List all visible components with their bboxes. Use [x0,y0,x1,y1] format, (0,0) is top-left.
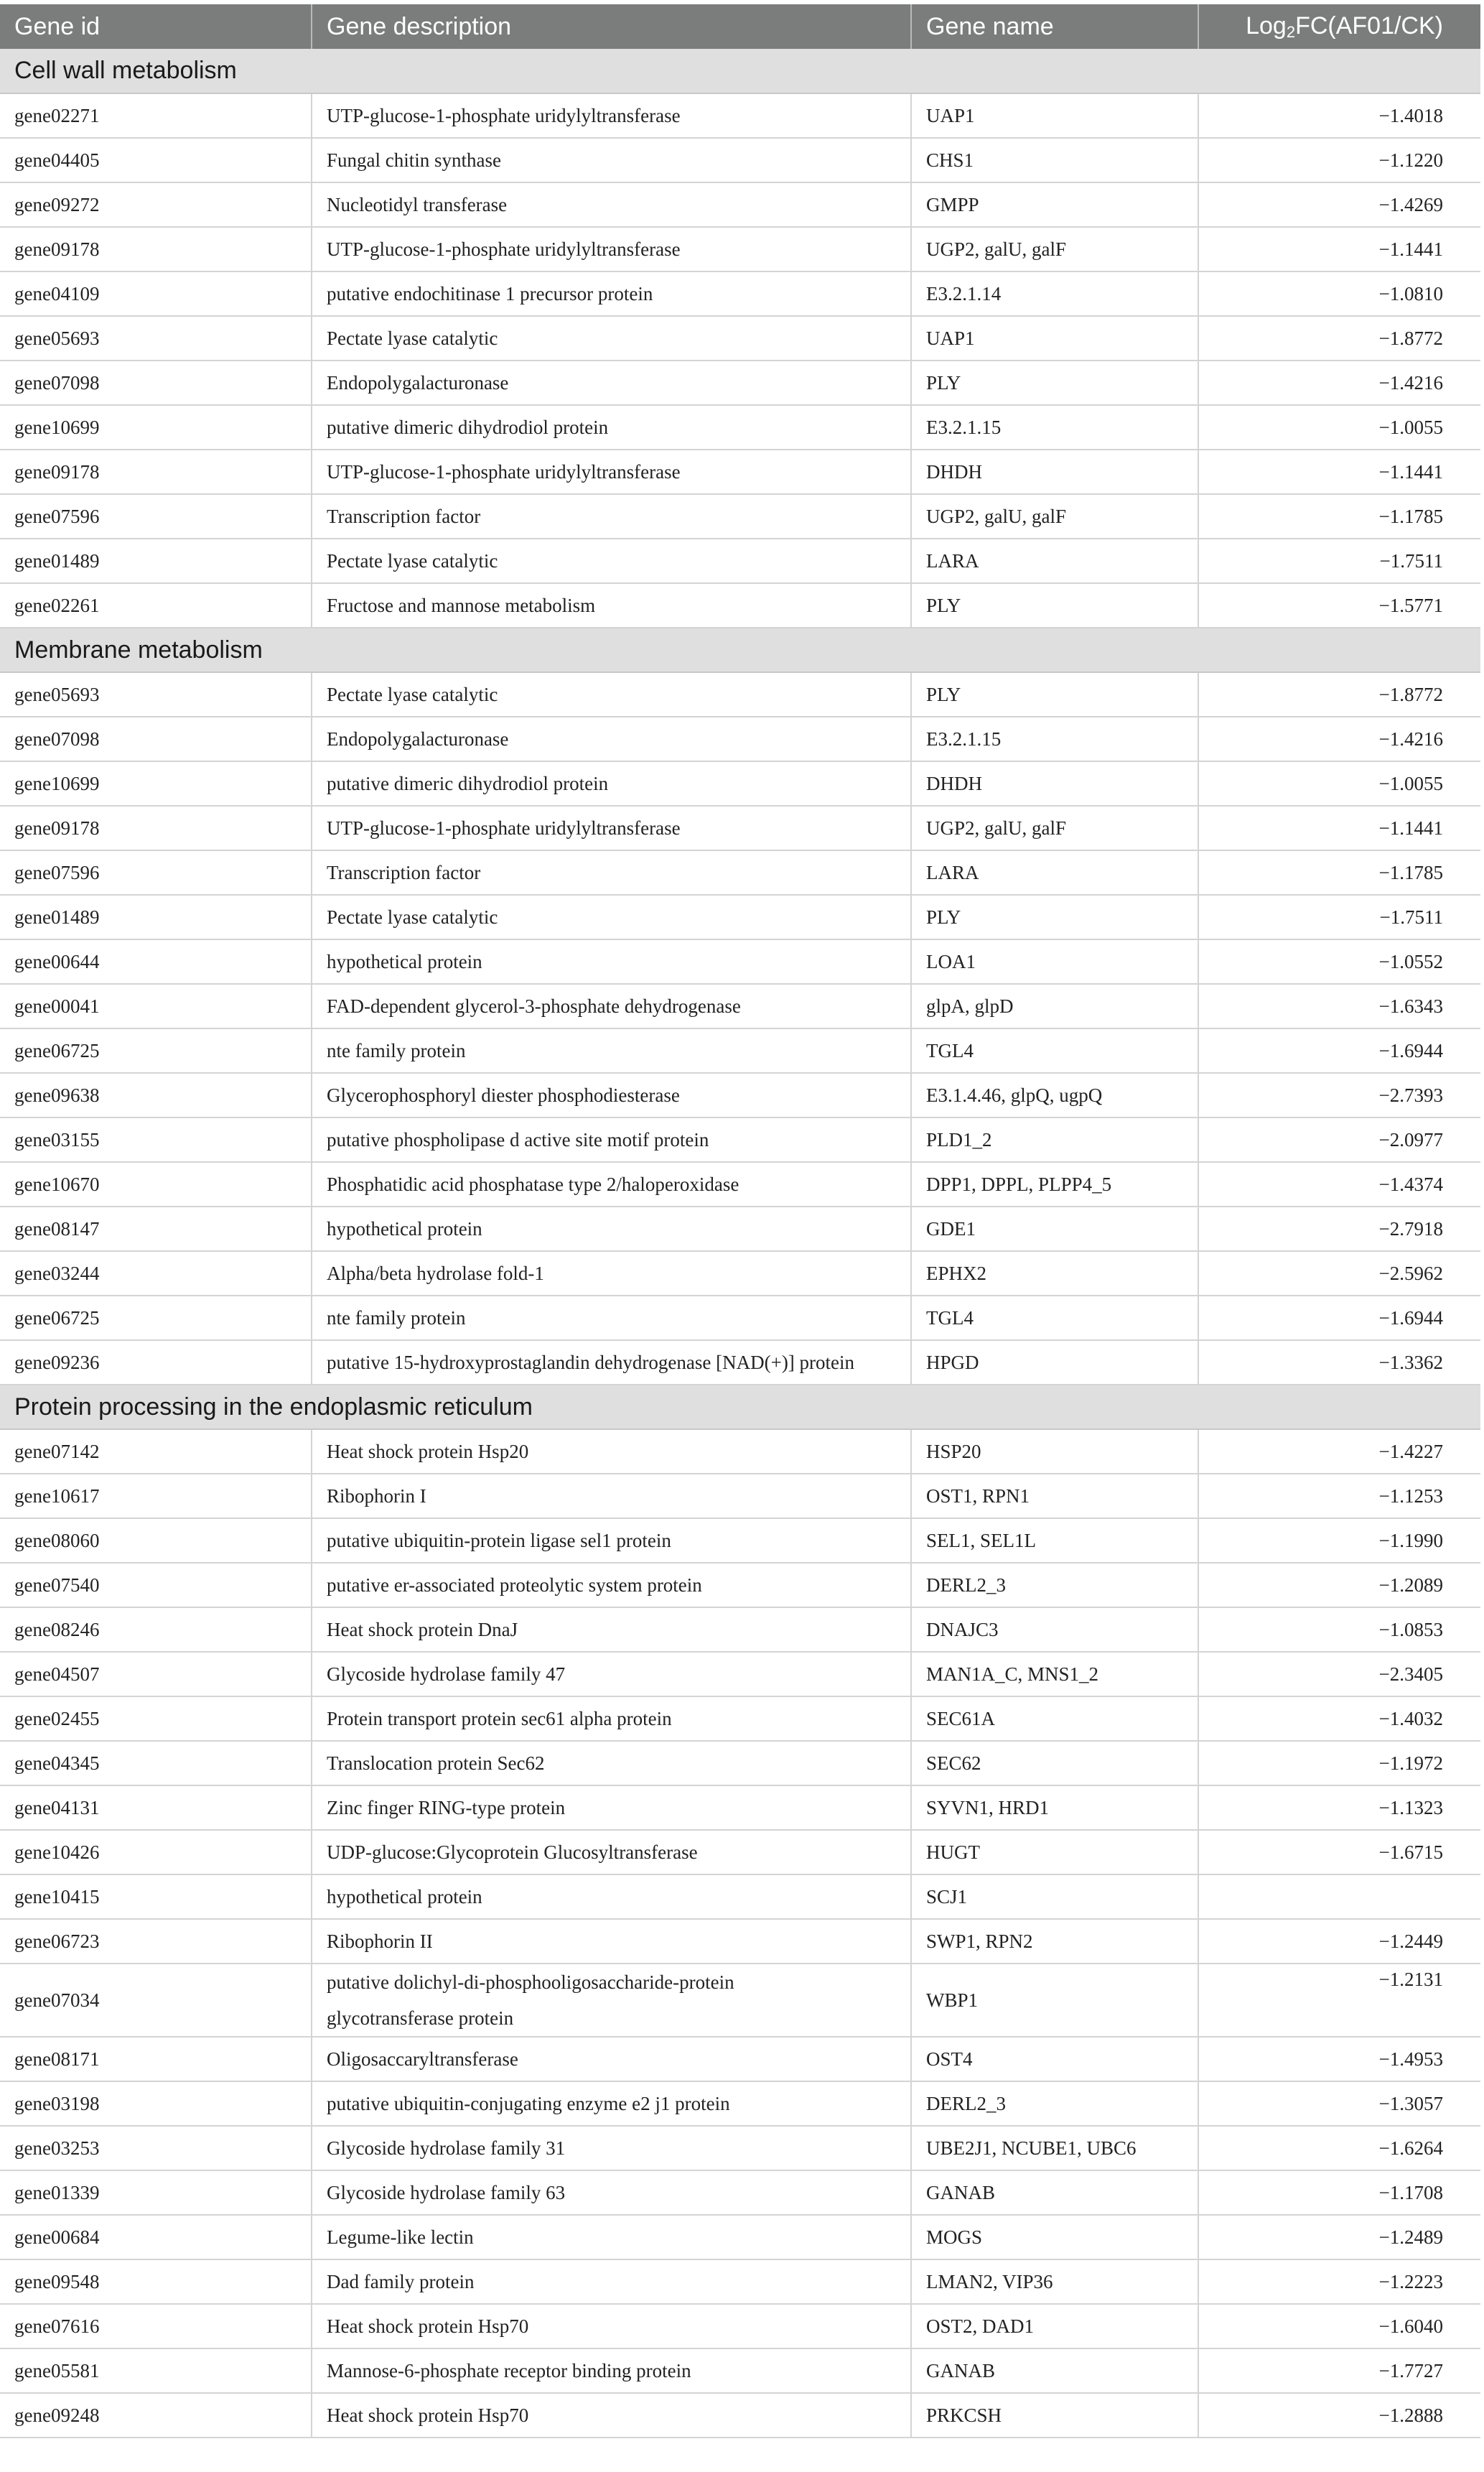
header-log2fc-prefix: Log [1246,11,1287,40]
log2fc-cell: −2.3405 [1198,1652,1480,1696]
gene-description-cell: UTP-glucose-1-phosphate uridylyltransferase [312,93,911,138]
gene-description-cell: Protein transport protein sec61 alpha protein [312,1696,911,1741]
gene-name-cell: EPHX2 [911,1251,1198,1296]
gene-description-cell: UTP-glucose-1-phosphate uridylyltransferase [312,806,911,850]
log2fc-cell: −1.6040 [1198,2304,1480,2348]
table-row [0,2348,1480,2393]
log2fc-cell: −1.4216 [1198,361,1480,405]
log2fc-cell: −1.1785 [1198,850,1480,895]
gene-name-cell: DNAJC3 [911,1607,1198,1652]
gene-name-cell: TGL4 [911,1028,1198,1073]
gene-id-cell: gene09236 [0,1340,312,1385]
gene-name-cell: SEC61A [911,1696,1198,1741]
gene-name-cell: LARA [911,850,1198,895]
gene-description-cell: hypothetical protein [312,1874,911,1919]
gene-name-cell: DERL2_3 [911,2081,1198,2126]
gene-name-cell: UGP2, galU, galF [911,806,1198,850]
gene-id-cell: gene03244 [0,1251,312,1296]
table-row [0,2037,1480,2081]
gene-name-cell: TGL4 [911,1296,1198,1340]
gene-description-cell: hypothetical protein [312,939,911,984]
gene-id-cell: gene05581 [0,2348,312,2393]
gene-description-cell: Transcription factor [312,850,911,895]
gene-id-cell: gene03155 [0,1117,312,1162]
gene-id-cell: gene10426 [0,1830,312,1874]
gene-description-cell: Pectate lyase catalytic [312,316,911,361]
log2fc-cell: −2.7393 [1198,1073,1480,1117]
gene-name-cell: OST4 [911,2037,1198,2081]
log2fc-cell: −1.1220 [1198,138,1480,182]
gene-description-cell: Legume-like lectin [312,2215,911,2259]
table-row [0,1741,1480,1785]
log2fc-cell: −2.0977 [1198,1117,1480,1162]
table-row [0,1028,1480,1073]
table-row [0,1652,1480,1696]
gene-description-line: glycotransferase protein [327,2007,514,2029]
gene-description-cell: Pectate lyase catalytic [312,539,911,583]
table-row [0,1340,1480,1385]
gene-id-cell: gene09272 [0,182,312,227]
table-row [0,361,1480,405]
gene-name-cell: DERL2_3 [911,1563,1198,1607]
gene-id-cell: gene09178 [0,806,312,850]
log2fc-cell: −1.0055 [1198,761,1480,806]
log2fc-cell: −1.2131 [1198,1964,1480,2037]
table-row [0,227,1480,271]
gene-description-cell: putative dimeric dihydrodiol protein [312,761,911,806]
log2fc-cell: −1.0810 [1198,271,1480,316]
table-row [0,1162,1480,1207]
gene-description-cell: Ribophorin I [312,1474,911,1518]
table-row [0,1874,1480,1919]
gene-name-cell: GANAB [911,2348,1198,2393]
gene-description-cell: Endopolygalacturonase [312,717,911,761]
gene-id-cell: gene05693 [0,316,312,361]
log2fc-cell: −1.3362 [1198,1340,1480,1385]
log2fc-cell: −1.3057 [1198,2081,1480,2126]
log2fc-cell: −1.7511 [1198,895,1480,939]
gene-description-cell: Pectate lyase catalytic [312,895,911,939]
gene-id-cell: gene02261 [0,583,312,628]
gene-id-cell: gene09178 [0,227,312,271]
gene-name-cell: PLY [911,583,1198,628]
gene-description-cell: Nucleotidyl transferase [312,182,911,227]
log2fc-cell: −1.6264 [1198,2126,1480,2170]
gene-name-cell: LARA [911,539,1198,583]
gene-id-cell: gene05693 [0,672,312,717]
gene-id-cell: gene10699 [0,761,312,806]
gene-id-cell: gene00041 [0,984,312,1028]
gene-name-cell: OST1, RPN1 [911,1474,1198,1518]
gene-description-cell: Glycoside hydrolase family 31 [312,2126,911,2170]
table-row [0,1429,1480,1474]
log2fc-cell: −1.2449 [1198,1919,1480,1964]
gene-id-cell: gene04109 [0,271,312,316]
log2fc-cell: −1.6944 [1198,1296,1480,1340]
gene-id-cell: gene01339 [0,2170,312,2215]
gene-id-cell: gene09248 [0,2393,312,2438]
log2fc-cell: −1.0055 [1198,405,1480,450]
gene-id-cell: gene06725 [0,1296,312,1340]
gene-name-cell: OST2, DAD1 [911,2304,1198,2348]
log2fc-cell: −1.4032 [1198,1696,1480,1741]
section-title: Cell wall metabolism [0,49,1480,93]
log2fc-cell: −1.7511 [1198,539,1480,583]
gene-description-cell [312,1964,911,2037]
gene-name-cell: E3.1.4.46, glpQ, ugpQ [911,1073,1198,1117]
gene-description-cell: Glycoside hydrolase family 63 [312,2170,911,2215]
gene-name-cell: MOGS [911,2215,1198,2259]
log2fc-cell: −1.4216 [1198,717,1480,761]
gene-id-cell: gene00644 [0,939,312,984]
gene-id-cell: gene06725 [0,1028,312,1073]
log2fc-cell: −1.0552 [1198,939,1480,984]
gene-id-cell: gene10699 [0,405,312,450]
log2fc-cell: −2.5962 [1198,1251,1480,1296]
gene-name-cell: GMPP [911,182,1198,227]
table-row [0,1607,1480,1652]
table-row [0,2304,1480,2348]
log2fc-cell: −1.1441 [1198,450,1480,494]
table-row [0,450,1480,494]
gene-name-cell: SEL1, SEL1L [911,1518,1198,1563]
gene-description-cell: Zinc finger RING-type protein [312,1785,911,1830]
gene-id-cell: gene08171 [0,2037,312,2081]
gene-description-cell: Phosphatidic acid phosphatase type 2/haloperoxidase [312,1162,911,1207]
gene-name-cell: HUGT [911,1830,1198,1874]
gene-description-cell: Fructose and mannose metabolism [312,583,911,628]
gene-name-cell: UGP2, galU, galF [911,494,1198,539]
gene-name-cell: GANAB [911,2170,1198,2215]
header-gene-name: Gene name [911,4,1198,49]
gene-id-cell: gene03253 [0,2126,312,2170]
log2fc-cell: −1.1323 [1198,1785,1480,1830]
gene-description-cell: Translocation protein Sec62 [312,1741,911,1785]
log2fc-cell: −1.4374 [1198,1162,1480,1207]
table-row [0,984,1480,1028]
gene-name-cell: MAN1A_C, MNS1_2 [911,1652,1198,1696]
table-row [0,2170,1480,2215]
gene-name-cell: PRKCSH [911,2393,1198,2438]
gene-name-cell: UBE2J1, NCUBE1, UBC6 [911,2126,1198,2170]
header-log2fc-suffix: FC(AF01/CK) [1295,11,1443,40]
log2fc-cell: −1.0853 [1198,1607,1480,1652]
gene-description-cell: Pectate lyase catalytic [312,672,911,717]
gene-id-cell: gene04507 [0,1652,312,1696]
gene-id-cell: gene07596 [0,850,312,895]
log2fc-cell: −1.1972 [1198,1741,1480,1785]
gene-description-cell: Alpha/beta hydrolase fold-1 [312,1251,911,1296]
table-row [0,93,1480,138]
gene-description-cell: nte family protein [312,1028,911,1073]
gene-id-cell: gene01489 [0,539,312,583]
gene-id-cell: gene04131 [0,1785,312,1830]
log2fc-cell [1198,1874,1480,1919]
gene-description-line: putative dolichyl-di-phosphooligosaccharide-protein [327,1971,734,1993]
table-row [0,895,1480,939]
table-row [0,717,1480,761]
table-row [0,806,1480,850]
gene-name-cell: HSP20 [911,1429,1198,1474]
gene-name-cell: HPGD [911,1340,1198,1385]
gene-id-cell: gene07098 [0,717,312,761]
table-row [0,850,1480,895]
gene-description-cell: UDP-glucose:Glycoprotein Glucosyltransferase [312,1830,911,1874]
gene-id-cell: gene07596 [0,494,312,539]
gene-id-cell: gene10415 [0,1874,312,1919]
gene-name-cell: SCJ1 [911,1874,1198,1919]
table-row [0,1207,1480,1251]
table-row [0,2081,1480,2126]
table-row [0,672,1480,717]
section-row [0,49,1480,93]
section-row [0,1385,1480,1429]
header-gene-description: Gene description [312,4,911,49]
gene-name-cell: PLY [911,361,1198,405]
gene-description-cell: Mannose-6-phosphate receptor binding protein [312,2348,911,2393]
table-row [0,138,1480,182]
table-row [0,583,1480,628]
gene-name-cell: PLY [911,895,1198,939]
table-row [0,316,1480,361]
table-row [0,2259,1480,2304]
gene-name-cell: CHS1 [911,138,1198,182]
header-log2fc [1198,4,1480,49]
gene-id-cell: gene02455 [0,1696,312,1741]
table-row [0,1563,1480,1607]
table-row [0,1964,1480,2037]
log2fc-cell: −1.2089 [1198,1563,1480,1607]
table-row [0,1919,1480,1964]
gene-name-cell: E3.2.1.14 [911,271,1198,316]
gene-id-cell: gene10670 [0,1162,312,1207]
log2fc-cell: −1.6944 [1198,1028,1480,1073]
gene-id-cell: gene04405 [0,138,312,182]
section-row [0,628,1480,672]
gene-description-cell: putative 15-hydroxyprostaglandin dehydrogenase [NAD(+)] protein [312,1340,911,1385]
log2fc-cell: −1.6343 [1198,984,1480,1028]
gene-description-cell: nte family protein [312,1296,911,1340]
log2fc-cell: −1.4018 [1198,93,1480,138]
log2fc-cell: −1.1708 [1198,2170,1480,2215]
log2fc-cell: −1.2489 [1198,2215,1480,2259]
gene-id-cell: gene06723 [0,1919,312,1964]
gene-name-cell: glpA, glpD [911,984,1198,1028]
header-gene-id: Gene id [0,4,312,49]
table-row [0,271,1480,316]
log2fc-cell: −1.4227 [1198,1429,1480,1474]
gene-description-cell: Fungal chitin synthase [312,138,911,182]
gene-description-cell: Glycerophosphoryl diester phosphodiesterase [312,1073,911,1117]
gene-name-cell: LOA1 [911,939,1198,984]
table-row [0,182,1480,227]
log2fc-cell: −1.2888 [1198,2393,1480,2438]
gene-id-cell: gene01489 [0,895,312,939]
table-row [0,1785,1480,1830]
table-row [0,405,1480,450]
gene-description-cell: Endopolygalacturonase [312,361,911,405]
gene-description-cell: putative dimeric dihydrodiol protein [312,405,911,450]
log2fc-cell: −1.2223 [1198,2259,1480,2304]
gene-name-cell: UAP1 [911,316,1198,361]
log2fc-cell: −1.6715 [1198,1830,1480,1874]
gene-name-cell: E3.2.1.15 [911,405,1198,450]
log2fc-cell: −1.1441 [1198,227,1480,271]
table-row [0,1117,1480,1162]
gene-id-cell: gene09548 [0,2259,312,2304]
table-row [0,1474,1480,1518]
gene-name-cell: UAP1 [911,93,1198,138]
gene-description-cell: Heat shock protein Hsp20 [312,1429,911,1474]
gene-id-cell: gene00684 [0,2215,312,2259]
gene-description-cell: putative ubiquitin-protein ligase sel1 protein [312,1518,911,1563]
gene-id-cell: gene08060 [0,1518,312,1563]
gene-name-cell: SWP1, RPN2 [911,1919,1198,1964]
gene-id-cell: gene03198 [0,2081,312,2126]
gene-description-cell: Oligosaccaryltransferase [312,2037,911,2081]
table-row [0,1830,1480,1874]
log2fc-cell: −1.8772 [1198,672,1480,717]
header-log2fc-subscript: 2 [1286,22,1296,41]
gene-expression-table [0,4,1480,2438]
table-row [0,539,1480,583]
table-row [0,2215,1480,2259]
gene-description-cell: UTP-glucose-1-phosphate uridylyltransferase [312,227,911,271]
gene-id-cell: gene08246 [0,1607,312,1652]
gene-name-cell: E3.2.1.15 [911,717,1198,761]
log2fc-cell: −1.4953 [1198,2037,1480,2081]
gene-id-cell: gene07034 [0,1964,312,2037]
table-row [0,2393,1480,2438]
gene-name-cell: DPP1, DPPL, PLPP4_5 [911,1162,1198,1207]
table-row [0,1518,1480,1563]
log2fc-cell: −1.4269 [1198,182,1480,227]
table-row [0,1073,1480,1117]
gene-id-cell: gene09178 [0,450,312,494]
gene-description-cell: putative phospholipase d active site motif protein [312,1117,911,1162]
gene-description-cell: Ribophorin II [312,1919,911,1964]
log2fc-cell: −1.7727 [1198,2348,1480,2393]
table-row [0,1296,1480,1340]
gene-id-cell: gene04345 [0,1741,312,1785]
section-title: Protein processing in the endoplasmic reticulum [0,1385,1480,1429]
log2fc-cell: −1.5771 [1198,583,1480,628]
gene-name-cell: DHDH [911,450,1198,494]
log2fc-cell: −1.1785 [1198,494,1480,539]
gene-name-cell: GDE1 [911,1207,1198,1251]
table-row [0,2126,1480,2170]
gene-description-cell: UTP-glucose-1-phosphate uridylyltransferase [312,450,911,494]
log2fc-cell: −1.1441 [1198,806,1480,850]
table-row [0,761,1480,806]
gene-name-cell: DHDH [911,761,1198,806]
gene-name-cell: UGP2, galU, galF [911,227,1198,271]
gene-name-cell: WBP1 [911,1964,1198,2037]
gene-description-cell: putative ubiquitin-conjugating enzyme e2 j1 protein [312,2081,911,2126]
table-header [0,4,1480,49]
gene-description-cell: hypothetical protein [312,1207,911,1251]
gene-description-cell: putative endochitinase 1 precursor protein [312,271,911,316]
gene-description-cell: Heat shock protein DnaJ [312,1607,911,1652]
gene-id-cell: gene02271 [0,93,312,138]
gene-id-cell: gene07142 [0,1429,312,1474]
gene-description-cell: putative er-associated proteolytic system protein [312,1563,911,1607]
header-row [0,4,1480,49]
gene-name-cell: PLY [911,672,1198,717]
gene-name-cell: SEC62 [911,1741,1198,1785]
gene-description-cell: Transcription factor [312,494,911,539]
log2fc-cell: −1.1990 [1198,1518,1480,1563]
gene-id-cell: gene09638 [0,1073,312,1117]
section-title: Membrane metabolism [0,628,1480,672]
table-body [0,49,1480,2438]
gene-id-cell: gene10617 [0,1474,312,1518]
gene-description-cell: FAD-dependent glycerol-3-phosphate dehydrogenase [312,984,911,1028]
table-row [0,1251,1480,1296]
log2fc-cell: −1.1253 [1198,1474,1480,1518]
table-row [0,939,1480,984]
gene-id-cell: gene07540 [0,1563,312,1607]
gene-description-cell: Heat shock protein Hsp70 [312,2393,911,2438]
gene-name-cell: SYVN1, HRD1 [911,1785,1198,1830]
table-row [0,494,1480,539]
gene-name-cell: PLD1_2 [911,1117,1198,1162]
log2fc-cell: −1.8772 [1198,316,1480,361]
table-row [0,1696,1480,1741]
gene-name-cell: LMAN2, VIP36 [911,2259,1198,2304]
gene-id-cell: gene07098 [0,361,312,405]
log2fc-cell: −2.7918 [1198,1207,1480,1251]
gene-description-cell: Dad family protein [312,2259,911,2304]
gene-description-cell: Heat shock protein Hsp70 [312,2304,911,2348]
gene-id-cell: gene07616 [0,2304,312,2348]
gene-description-cell: Glycoside hydrolase family 47 [312,1652,911,1696]
gene-id-cell: gene08147 [0,1207,312,1251]
